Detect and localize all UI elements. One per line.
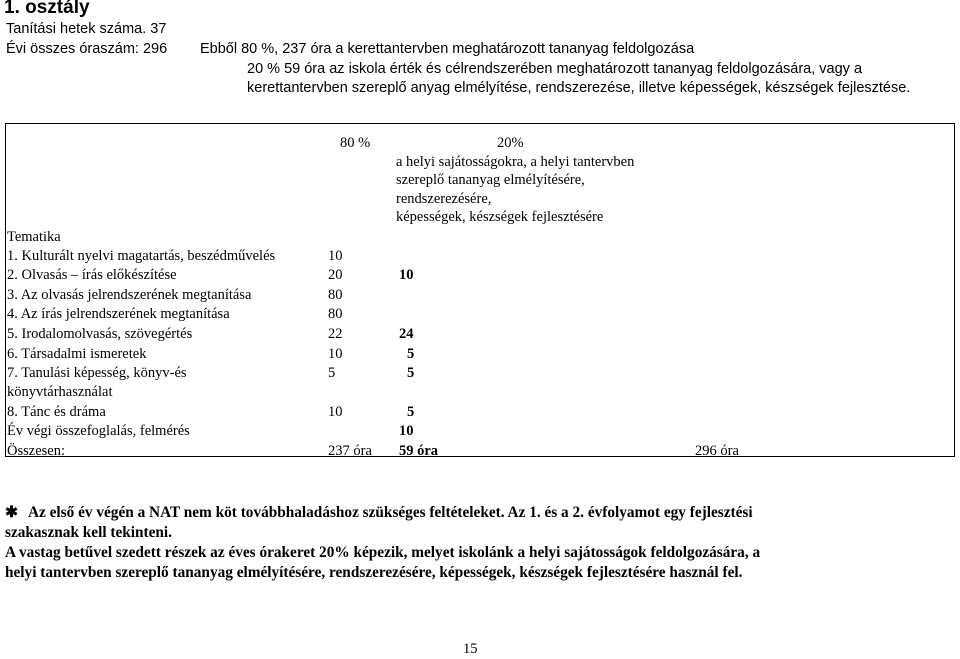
table-row-h20: 5 <box>407 365 415 381</box>
annual-hours-text: Évi összes óraszám: 296 <box>6 41 168 57</box>
table-row-h20: 10 <box>399 423 414 439</box>
table-row-topic: 5. Irodalomolvasás, szövegértés <box>7 326 193 342</box>
col-80-header: 80 % <box>340 135 371 151</box>
table-row-h80: 10 <box>328 404 343 420</box>
note-2-line-1: A vastag betűvel szedett részek az éves órakeret 20% képezik, melyet iskolánk a helyi sajátosságok feldolgozására, a <box>5 544 761 561</box>
table-row-topic: 1. Kulturált nyelvi magatartás, beszédművelés <box>7 248 276 264</box>
header-line-1: Ebből 80 %, 237 óra a kerettantervben meghatározott tananyag feldolgozása <box>200 41 695 57</box>
total-20: 59 óra <box>399 443 439 459</box>
asterisk-icon: ✱ <box>5 504 18 521</box>
table-row-topic-cont: könyvtárhasználat <box>7 384 113 400</box>
col-20-desc-1: a helyi sajátosságokra, a helyi tantervben <box>396 154 635 170</box>
total-label: Összesen: <box>7 443 65 459</box>
table-row-h20: 10 <box>399 267 414 283</box>
table-row-h20: 5 <box>407 346 415 362</box>
table-row-h80: 10 <box>328 346 343 362</box>
table-row-h80: 20 <box>328 267 343 283</box>
header-line-3: kerettantervben szereplő anyag elmélyítése, rendszerezése, illetve képességek, készségek fejlesztése. <box>247 80 911 96</box>
table-row-h80: 5 <box>328 365 336 381</box>
total-80: 237 óra <box>328 443 372 459</box>
col-20-header: 20% <box>497 135 524 151</box>
note-1-line-1: Az első év végén a NAT nem köt továbbhaladáshoz szükséges feltételeket. Az 1. és a 2. évfolyamot egy fejlesztési <box>27 504 753 521</box>
table-row-topic: 3. Az olvasás jelrendszerének megtanítása <box>7 287 252 303</box>
table-row-h20: 24 <box>399 326 414 342</box>
notes-section <box>5 503 957 583</box>
weeks-text: Tanítási hetek száma. 37 <box>6 21 167 37</box>
table-row-topic: Év végi összefoglalás, felmérés <box>7 423 190 439</box>
note-2-line-2: helyi tantervben szereplő tananyag elmélyítésére, rendszerezésére, képességek, készségek fejlesztésére használ fel. <box>5 564 743 581</box>
table-row-h80: 22 <box>328 326 343 342</box>
table-row-topic: 7. Tanulási képesség, könyv-és <box>7 365 187 381</box>
table-row-topic: 8. Tánc és dráma <box>7 404 106 420</box>
col-20-desc-2: szereplő tananyag elmélyítésére, <box>396 172 585 188</box>
page-title: 1. osztály <box>4 0 90 18</box>
table-row-topic: 4. Az írás jelrendszerének megtanítása <box>7 306 230 322</box>
header-line-2: 20 % 59 óra az iskola érték és célrendszerében meghatározott tananyag feldolgozására, vagy a <box>247 61 863 77</box>
table-row-h80: 10 <box>328 248 343 264</box>
tematika-label: Tematika <box>7 229 61 245</box>
note-1-line-2: szakasznak kell tekinteni. <box>5 524 173 541</box>
table-row-topic: 6. Társadalmi ismeretek <box>7 346 147 362</box>
page-number: 15 <box>463 641 478 657</box>
table-row-h80: 80 <box>328 287 343 303</box>
table-row-h80: 80 <box>328 306 343 322</box>
total-all: 296 óra <box>695 443 739 459</box>
col-20-desc-3: rendszerezésére, <box>396 191 492 207</box>
table-row-topic: 2. Olvasás – írás előkészítése <box>7 267 177 283</box>
col-20-desc-4: képességek, készségek fejlesztésére <box>396 209 604 225</box>
table-row-h20: 5 <box>407 404 415 420</box>
